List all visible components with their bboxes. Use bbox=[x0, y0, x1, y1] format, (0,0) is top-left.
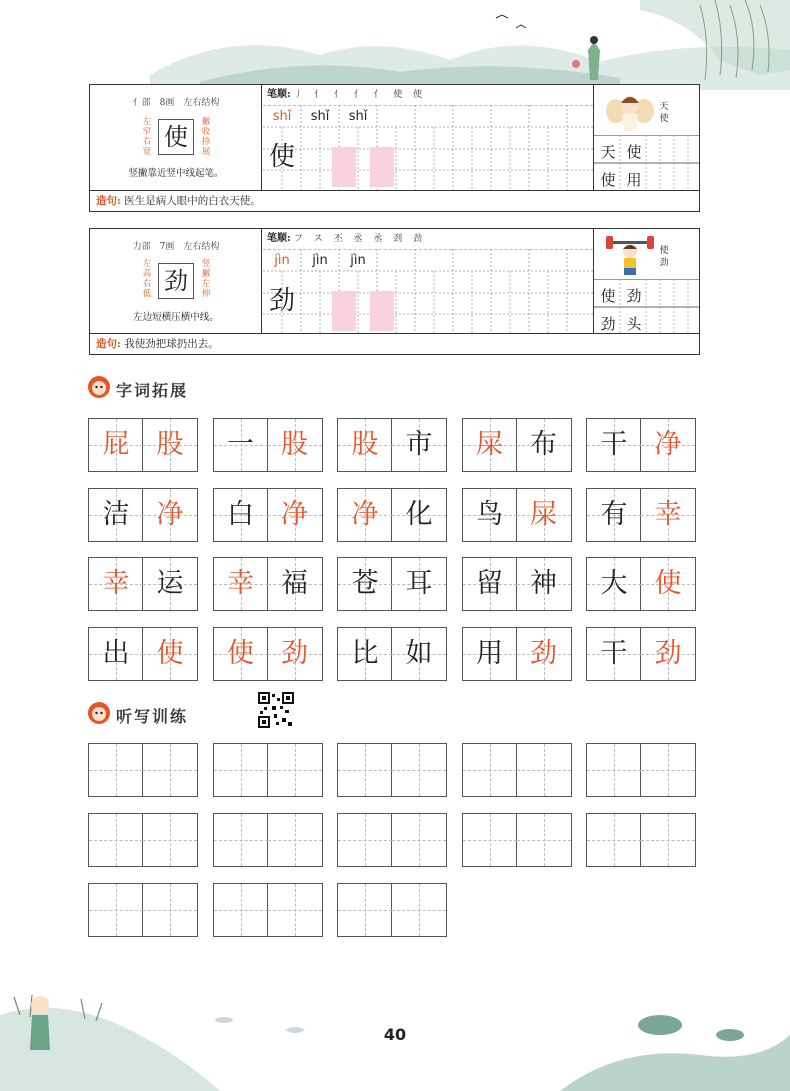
word-character: 一 bbox=[227, 429, 254, 460]
sentence-row bbox=[90, 333, 699, 355]
section-title-word-expansion: 字词拓展 bbox=[116, 381, 189, 400]
tianzige-cell bbox=[338, 489, 392, 541]
dictation-box[interactable] bbox=[337, 743, 447, 797]
tianzige-cell bbox=[338, 419, 392, 471]
word-2-char-2: 用 bbox=[626, 171, 642, 189]
dictation-box[interactable] bbox=[462, 813, 572, 867]
word-pair bbox=[337, 418, 447, 472]
character-info-panel bbox=[90, 229, 262, 334]
dictation-box[interactable] bbox=[337, 883, 447, 937]
word-1-char-1: 天 bbox=[600, 143, 616, 161]
tianzige-cell[interactable] bbox=[143, 814, 197, 866]
tianzige-cell bbox=[517, 558, 571, 610]
tianzige-cell bbox=[89, 628, 143, 680]
word-character: 屎 bbox=[476, 429, 503, 460]
word-character: 使 bbox=[654, 568, 682, 599]
word-character: 干 bbox=[600, 637, 628, 669]
word-character: 净 bbox=[156, 498, 184, 530]
weightlifter-illustration bbox=[606, 233, 654, 277]
picture-word-panel bbox=[593, 85, 699, 191]
word-pair bbox=[337, 627, 447, 681]
tianzige-cell[interactable] bbox=[641, 744, 695, 796]
pinyin-1: shǐ bbox=[272, 109, 292, 124]
page-number: 40 bbox=[383, 1025, 407, 1044]
trace-box bbox=[370, 291, 394, 331]
tianzige-cell bbox=[338, 628, 392, 680]
tianzige-cell[interactable] bbox=[268, 744, 322, 796]
tianzige-cell[interactable] bbox=[463, 814, 517, 866]
tianzige-cell bbox=[463, 489, 517, 541]
tianzige-cell[interactable] bbox=[587, 744, 641, 796]
word-character: 净 bbox=[654, 429, 682, 460]
word-character: 股 bbox=[156, 429, 184, 460]
tianzige-cell bbox=[214, 558, 268, 610]
trace-box bbox=[332, 147, 356, 187]
word-pair bbox=[586, 418, 696, 472]
word-character: 洁 bbox=[102, 498, 130, 530]
word-character: 劲 bbox=[654, 637, 682, 669]
sentence-label: 造句: bbox=[96, 195, 121, 207]
dictation-box[interactable] bbox=[462, 743, 572, 797]
tianzige-cell[interactable] bbox=[89, 884, 143, 936]
pinyin-3: shǐ bbox=[348, 109, 368, 124]
word-character: 幸 bbox=[227, 568, 254, 599]
word-1-char-1: 使 bbox=[600, 287, 616, 305]
word-2-char-1: 劲 bbox=[600, 315, 616, 333]
tianzige-cell[interactable] bbox=[517, 814, 571, 866]
trace-box bbox=[332, 291, 356, 331]
word-character: 屎 bbox=[530, 498, 557, 530]
structure-note-right: 竖撇左伸 bbox=[201, 259, 211, 299]
tianzige-cell bbox=[463, 419, 517, 471]
tianzige-cell bbox=[143, 628, 197, 680]
main-character: 劲 bbox=[158, 263, 194, 299]
sentence-text: 医生是病人眼中的白衣天使。 bbox=[124, 195, 261, 207]
tianzige-cell bbox=[587, 419, 641, 471]
word-character: 劲 bbox=[281, 637, 308, 669]
tianzige-cell bbox=[214, 419, 268, 471]
sentence-text: 我使劲把球扔出去。 bbox=[124, 338, 219, 350]
tianzige-cell[interactable] bbox=[517, 744, 571, 796]
stroke-order-row bbox=[263, 229, 593, 250]
tianzige-cell bbox=[517, 489, 571, 541]
word-pair bbox=[88, 557, 198, 611]
tianzige-cell[interactable] bbox=[268, 814, 322, 866]
dictation-box[interactable] bbox=[337, 813, 447, 867]
stroke-order-label: 笔顺: bbox=[267, 233, 291, 244]
word-character: 幸 bbox=[654, 498, 682, 530]
tianzige-cell[interactable] bbox=[89, 814, 143, 866]
tianzige-cell bbox=[268, 628, 322, 680]
section-title-dictation: 听写训练 bbox=[116, 707, 189, 726]
word-1-char-2: 使 bbox=[626, 143, 642, 161]
structure-note-right: 撇收捺展 bbox=[201, 117, 211, 157]
tianzige-cell bbox=[463, 628, 517, 680]
top-landscape-illustration bbox=[0, 0, 790, 90]
tianzige-cell bbox=[641, 628, 695, 680]
structure-note-left: 左窄右宽 bbox=[142, 117, 152, 157]
practice-cell-sample bbox=[263, 285, 301, 333]
tianzige-cell[interactable] bbox=[214, 744, 268, 796]
word-pair bbox=[88, 418, 198, 472]
word-character: 有 bbox=[600, 498, 628, 530]
sentence-label: 造句: bbox=[96, 338, 121, 350]
character-card-jin bbox=[89, 228, 700, 355]
word-pair bbox=[337, 557, 447, 611]
word-character: 用 bbox=[476, 637, 503, 669]
character-card-shi bbox=[89, 84, 700, 212]
tianzige-cell bbox=[587, 558, 641, 610]
main-character: 使 bbox=[158, 119, 194, 155]
word-character: 化 bbox=[405, 498, 433, 530]
word-pair bbox=[462, 557, 572, 611]
word-character: 市 bbox=[405, 429, 433, 460]
tianzige-cell bbox=[268, 558, 322, 610]
stroke-order-label: 笔顺: bbox=[267, 89, 291, 100]
picture-label: 天使 bbox=[659, 102, 669, 124]
tianzige-cell[interactable] bbox=[338, 814, 392, 866]
tianzige-cell bbox=[143, 419, 197, 471]
structure-note-left: 左高右低 bbox=[142, 259, 152, 299]
word-pair bbox=[213, 488, 323, 542]
tianzige-cell bbox=[587, 489, 641, 541]
tianzige-cell bbox=[143, 558, 197, 610]
word-character: 劲 bbox=[530, 637, 557, 669]
sentence-row bbox=[90, 190, 699, 212]
word-character: 福 bbox=[281, 568, 308, 599]
word-1-char-2: 劲 bbox=[626, 287, 642, 305]
writing-tip: 竖撇靠近竖中线起笔。 bbox=[128, 168, 224, 179]
tianzige-cell[interactable] bbox=[392, 884, 446, 936]
stroke-order-sequence: フ ス 丕 丞 丞 刭 劲 bbox=[293, 234, 427, 244]
word-pair bbox=[88, 627, 198, 681]
tianzige-cell[interactable] bbox=[89, 744, 143, 796]
practice-character: 使 bbox=[268, 142, 295, 172]
tianzige-cell[interactable] bbox=[268, 884, 322, 936]
word-character: 苍 bbox=[351, 568, 379, 599]
stroke-order-sequence: 丿 亻 亻 亻 亻 使 使 bbox=[293, 90, 427, 100]
word-2-char-2: 头 bbox=[626, 315, 642, 333]
trace-box bbox=[370, 147, 394, 187]
lion-mascot-icon bbox=[86, 700, 112, 726]
tianzige-cell bbox=[641, 419, 695, 471]
tianzige-cell bbox=[89, 419, 143, 471]
tianzige-cell[interactable] bbox=[392, 814, 446, 866]
word-character: 净 bbox=[351, 498, 379, 530]
dictation-box[interactable] bbox=[213, 883, 323, 937]
tianzige-cell[interactable] bbox=[641, 814, 695, 866]
tianzige-cell bbox=[392, 419, 446, 471]
word-character: 使 bbox=[156, 637, 184, 669]
character-info-panel bbox=[90, 85, 262, 191]
word-character: 净 bbox=[281, 498, 308, 530]
tianzige-cell bbox=[517, 628, 571, 680]
tianzige-cell[interactable] bbox=[143, 744, 197, 796]
word-character: 留 bbox=[476, 568, 503, 599]
tianzige-cell bbox=[392, 489, 446, 541]
tianzige-cell bbox=[89, 489, 143, 541]
word-character: 大 bbox=[600, 568, 628, 599]
tianzige-cell bbox=[214, 628, 268, 680]
word-character: 使 bbox=[227, 637, 254, 669]
word-character: 布 bbox=[530, 429, 557, 460]
tianzige-cell bbox=[89, 558, 143, 610]
pinyin-2: shǐ bbox=[310, 109, 330, 124]
dictation-box[interactable] bbox=[88, 743, 198, 797]
tianzige-cell bbox=[392, 558, 446, 610]
word-character: 股 bbox=[281, 429, 308, 460]
word-pair bbox=[586, 488, 696, 542]
word-character: 幸 bbox=[102, 568, 130, 599]
tianzige-cell bbox=[143, 489, 197, 541]
word-character: 比 bbox=[351, 637, 379, 669]
word-pair bbox=[213, 557, 323, 611]
dictation-box[interactable] bbox=[213, 743, 323, 797]
pinyin-2: jìn bbox=[312, 253, 328, 268]
word-character: 耳 bbox=[405, 568, 433, 599]
word-character: 神 bbox=[530, 568, 557, 599]
tianzige-cell bbox=[214, 489, 268, 541]
tianzige-cell[interactable] bbox=[214, 814, 268, 866]
word-character: 出 bbox=[102, 637, 130, 669]
tianzige-cell bbox=[587, 628, 641, 680]
word-2-char-1: 使 bbox=[600, 171, 616, 189]
word-pair bbox=[213, 418, 323, 472]
tianzige-cell bbox=[641, 489, 695, 541]
radical-stroke-structure: 亻部 8画 左右结构 bbox=[132, 98, 220, 108]
word-character: 股 bbox=[351, 429, 379, 460]
angel-illustration bbox=[606, 89, 654, 133]
word-pair bbox=[213, 627, 323, 681]
tianzige-cell bbox=[517, 419, 571, 471]
picture-word-panel bbox=[593, 229, 699, 334]
radical-stroke-structure: 力部 7画 左右结构 bbox=[132, 242, 220, 252]
word-pair bbox=[586, 627, 696, 681]
pinyin-1: jìn bbox=[274, 253, 290, 268]
tianzige-cell[interactable] bbox=[587, 814, 641, 866]
tianzige-cell bbox=[392, 628, 446, 680]
word-pair bbox=[586, 557, 696, 611]
tianzige-cell[interactable] bbox=[392, 744, 446, 796]
tianzige-cell[interactable] bbox=[338, 884, 392, 936]
word-pair bbox=[462, 488, 572, 542]
tianzige-cell bbox=[463, 558, 517, 610]
dictation-box[interactable] bbox=[88, 813, 198, 867]
tianzige-cell bbox=[338, 558, 392, 610]
word-pair bbox=[462, 627, 572, 681]
word-character: 屁 bbox=[102, 429, 130, 460]
tianzige-cell bbox=[268, 489, 322, 541]
writing-tip: 左边短横压横中线。 bbox=[133, 312, 219, 323]
word-character: 白 bbox=[227, 498, 254, 530]
word-character: 运 bbox=[156, 568, 184, 599]
stroke-order-row bbox=[263, 85, 593, 106]
tianzige-cell[interactable] bbox=[214, 884, 268, 936]
word-pair bbox=[88, 488, 198, 542]
tianzige-cell bbox=[268, 419, 322, 471]
practice-character: 劲 bbox=[268, 286, 295, 316]
dictation-box[interactable] bbox=[88, 883, 198, 937]
tianzige-cell[interactable] bbox=[338, 744, 392, 796]
word-pair bbox=[337, 488, 447, 542]
tianzige-cell[interactable] bbox=[463, 744, 517, 796]
picture-label: 使劲 bbox=[659, 246, 669, 268]
word-character: 如 bbox=[405, 637, 433, 669]
dictation-box[interactable] bbox=[213, 813, 323, 867]
word-pair bbox=[462, 418, 572, 472]
tianzige-cell[interactable] bbox=[143, 884, 197, 936]
dictation-box[interactable] bbox=[586, 743, 696, 797]
tianzige-cell bbox=[641, 558, 695, 610]
word-character: 干 bbox=[600, 429, 628, 460]
practice-cell-sample bbox=[263, 141, 301, 189]
word-character: 鸟 bbox=[476, 498, 503, 530]
lion-mascot-icon bbox=[86, 374, 112, 400]
dictation-box[interactable] bbox=[586, 813, 696, 867]
pinyin-3: jìn bbox=[350, 253, 366, 268]
qr-code-icon[interactable] bbox=[258, 692, 294, 728]
